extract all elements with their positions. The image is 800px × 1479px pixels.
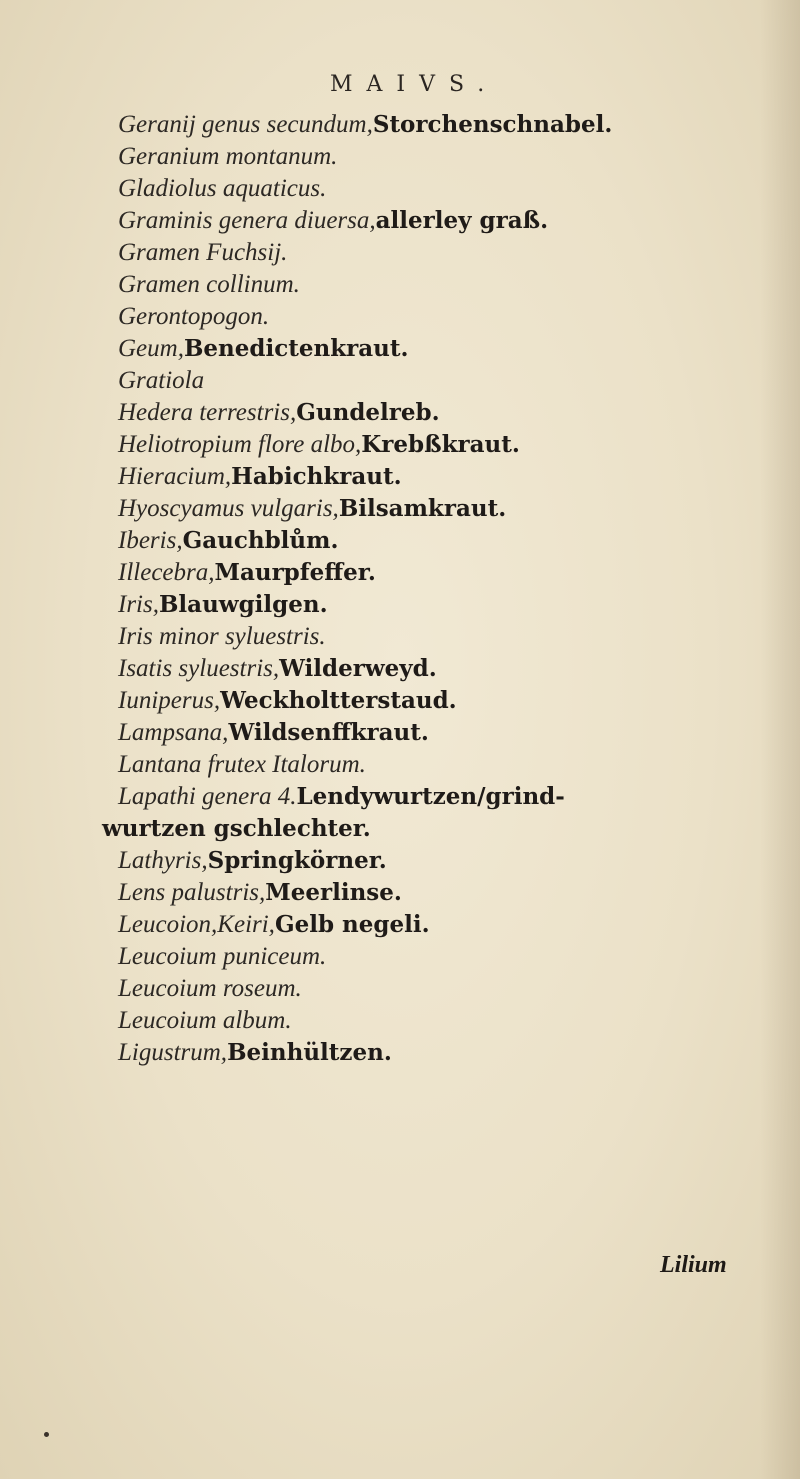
latin-name: Iberis, (118, 527, 183, 554)
plant-entry (118, 748, 366, 781)
ink-speck (44, 1432, 49, 1437)
plant-entry (118, 716, 429, 749)
latin-name: Lantana frutex Italorum. (118, 751, 366, 778)
latin-name: Illecebra, (118, 559, 215, 586)
german-name: Wilderweyd. (279, 655, 437, 682)
german-name: Gauchblům. (182, 527, 339, 554)
german-name: Habichkraut. (231, 463, 402, 490)
latin-name: Lens palustris, (118, 879, 266, 906)
german-name: Beinhültzen. (227, 1039, 392, 1066)
german-name: Meerlinse. (265, 879, 402, 906)
plant-entry (118, 492, 506, 525)
german-name: Blauwgilgen. (158, 591, 328, 618)
latin-name: Heliotropium flore albo, (118, 431, 362, 458)
latin-name: Leucoium puniceum. (118, 943, 327, 970)
latin-name: Leucoium album. (118, 1007, 292, 1034)
latin-name: Lapathi genera 4. (118, 783, 297, 810)
german-name: allerley graß. (375, 207, 549, 234)
latin-name: Isatis syluestris, (118, 655, 280, 682)
plant-entry (118, 108, 612, 141)
german-name: Wildsenffkraut. (228, 719, 429, 746)
latin-name: Gramen collinum. (118, 271, 300, 298)
latin-name: Gladiolus aquaticus. (118, 175, 327, 202)
german-name: Krebßkraut. (361, 431, 520, 458)
plant-entry (118, 1036, 392, 1069)
latin-name: Lampsana, (118, 719, 229, 746)
plant-entry (118, 428, 520, 461)
latin-name: Hyoscyamus vulgaris, (118, 495, 339, 522)
plant-entry (118, 332, 409, 365)
latin-name: Leucoion,Keiri, (118, 911, 275, 938)
plant-entry (118, 876, 402, 909)
latin-name: Geum, (118, 335, 184, 362)
latin-name: Hedera terrestris, (118, 399, 297, 426)
german-name: Maurpfeffer. (214, 559, 376, 586)
latin-name: Hieracium, (118, 463, 232, 490)
plant-entry (118, 460, 402, 493)
latin-name: Geranij genus secundum, (118, 111, 373, 138)
latin-name: Ligustrum, (118, 1039, 228, 1066)
plant-entry (118, 940, 326, 973)
plant-entry (118, 236, 287, 269)
german-name: Bilsamkraut. (338, 495, 507, 522)
page-edge-shadow (760, 0, 800, 1479)
latin-name: Gramen Fuchsij. (118, 239, 288, 266)
latin-name: Iuniperus, (118, 687, 221, 714)
plant-entry (118, 844, 387, 877)
running-head: MAIVS. (330, 72, 499, 97)
latin-name: Gratiola (118, 367, 205, 394)
plant-entry (118, 908, 430, 941)
plant-entry (118, 652, 437, 685)
latin-name: Lathyris, (118, 847, 208, 874)
german-name: wurtzen gschlechter. (102, 815, 371, 842)
plant-entry (102, 812, 371, 845)
german-name: Gundelreb. (296, 399, 440, 426)
plant-entry (118, 588, 328, 621)
plant-entry (118, 396, 440, 429)
plant-entry (118, 300, 269, 333)
latin-name: Iris minor syluestris. (118, 623, 326, 650)
german-name: Weckholtterstaud. (220, 687, 457, 714)
plant-entry (118, 1004, 292, 1037)
german-name: Springkörner. (207, 847, 387, 874)
german-name: Storchenschnabel. (372, 111, 613, 138)
latin-name: Graminis genera diuersa, (118, 207, 376, 234)
plant-entry (118, 204, 548, 237)
catchword: Lilium (660, 1252, 727, 1278)
plant-entry (118, 140, 337, 173)
german-name: Lendywurtzen/grind- (296, 783, 565, 810)
plant-entry (118, 780, 565, 813)
plant-entry (118, 172, 326, 205)
plant-entry (118, 684, 457, 717)
latin-name: Leucoium roseum. (118, 975, 302, 1002)
plant-entry (118, 524, 338, 557)
plant-entry (118, 268, 300, 301)
plant-entry (118, 972, 302, 1005)
plant-entry (118, 364, 204, 397)
plant-entry (118, 620, 326, 653)
latin-name: Gerontopogon. (118, 303, 270, 330)
latin-name: Iris, (118, 591, 159, 618)
latin-name: Geranium montanum. (118, 143, 338, 170)
german-name: Benedictenkraut. (183, 335, 409, 362)
plant-entry (118, 556, 376, 589)
german-name: Gelb negeli. (274, 911, 430, 938)
